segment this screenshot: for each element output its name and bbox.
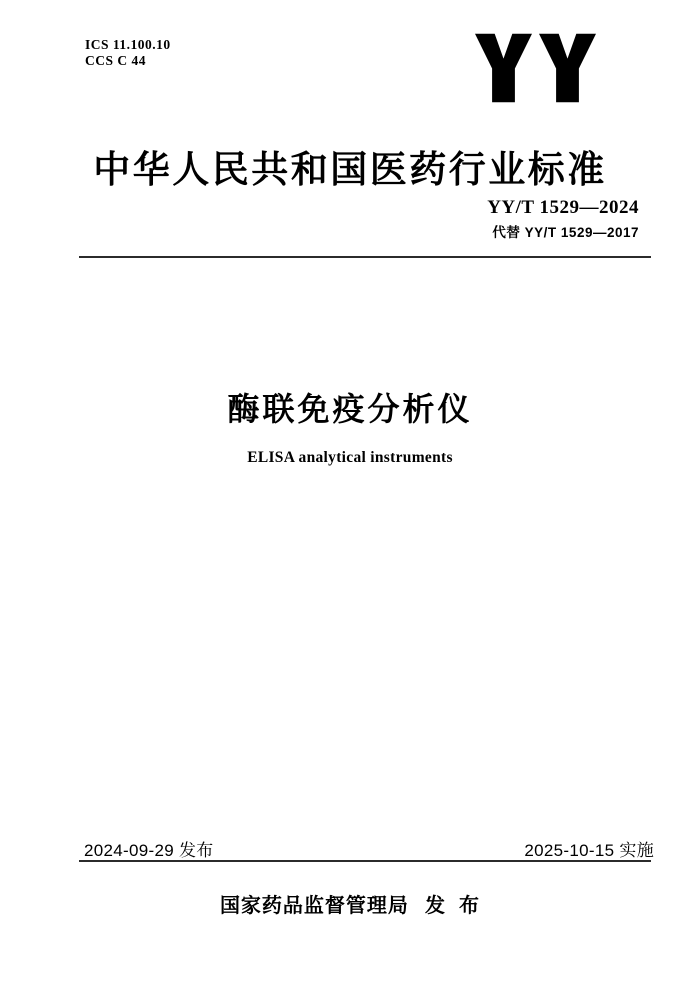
ics-code: ICS 11.100.10 <box>85 37 171 52</box>
implementation-date: 2025-10-15 实施 <box>524 841 654 860</box>
footer-divider <box>79 860 651 862</box>
document-title-chinese: 酶联免疫分析仪 <box>227 391 473 427</box>
issue-date: 2024-09-29 发布 <box>84 841 214 860</box>
publish-label: 发 布 <box>424 895 481 917</box>
standard-series-heading: 中华人民共和国医药行业标准 <box>93 149 607 190</box>
yy-logo <box>475 33 599 103</box>
issuing-authority: 国家药品监督管理局 <box>219 895 409 917</box>
classification-codes <box>85 37 171 68</box>
standard-number: YY/T 1529—2024 <box>487 197 639 218</box>
yy-logo-letter-icon <box>475 33 532 103</box>
ccs-code: CCS C 44 <box>85 52 147 68</box>
header-divider <box>79 256 651 258</box>
dates-row <box>84 836 654 861</box>
document-title-english: ELISA analytical instruments <box>247 449 453 466</box>
footer <box>0 889 700 918</box>
yy-logo-letter-icon <box>539 33 596 103</box>
replaces-note: 代替 YY/T 1529—2017 <box>492 225 639 240</box>
